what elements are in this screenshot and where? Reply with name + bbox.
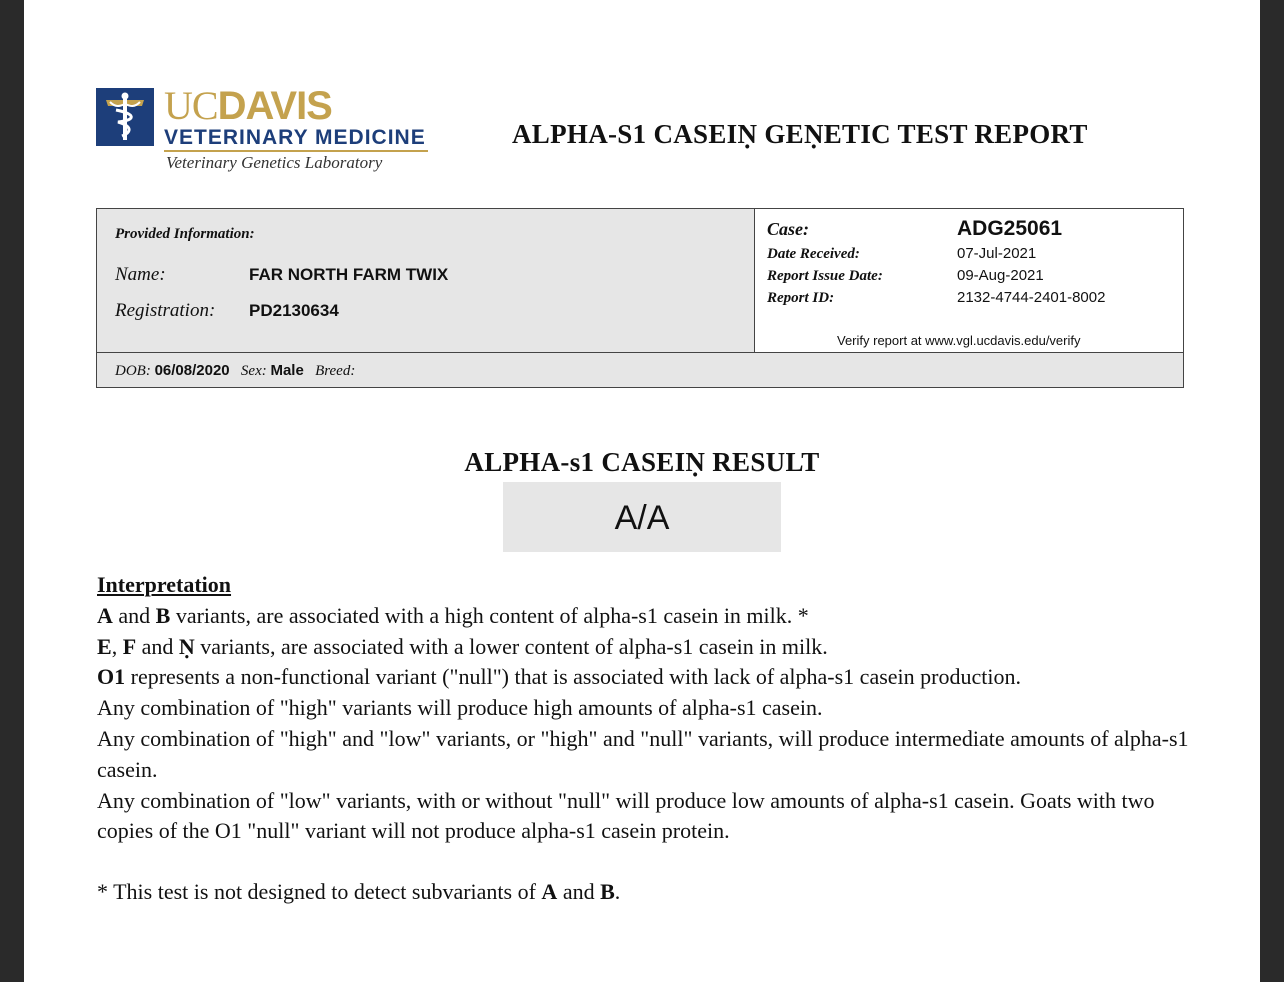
issue-date-value: 09-Aug-2021 [957, 267, 1044, 284]
interpretation-line: A and B variants, are associated with a high content of alpha-s1 casein in milk. * [97, 602, 809, 628]
provided-information-heading: Provided Information: [115, 226, 255, 242]
animal-details-row [97, 352, 1183, 387]
report-title: ALPHA-S1 CASEIṆ GEṆETIC TEST REPORT [512, 119, 1088, 149]
lab-name: Veterinary Genetics Laboratory [166, 153, 383, 172]
name-label: Name: [115, 264, 166, 285]
dob-value: 06/08/2020 [154, 362, 230, 379]
date-received-value: 07-Jul-2021 [957, 245, 1037, 262]
interpretation-line: Any combination of "high" variants will produce high amounts of alpha-s1 casein. [97, 695, 823, 721]
footnote: * This test is not designed to detect subvariants of A and B. [97, 879, 621, 905]
sex-value: Male [270, 362, 304, 379]
interpretation-line: O1 represents a non-functional variant ("null") that is associated with lack of alpha-s1 casein production. [97, 664, 1021, 690]
interpretation-heading: Interpretation [97, 572, 232, 597]
date-received-label: Date Received: [767, 246, 860, 262]
breed-label: Breed: [315, 363, 356, 379]
logo-divider [164, 150, 428, 152]
case-panel [755, 209, 1183, 352]
dob-label: DOB: [115, 363, 151, 379]
registration-value: PD2130634 [249, 301, 339, 320]
case-value: ADG25061 [957, 217, 1063, 240]
sex-label: Sex: [240, 363, 267, 379]
result-title: ALPHA-s1 CASEIṆ RESULT [464, 447, 820, 477]
registration-label: Registration: [115, 300, 216, 321]
provided-information-panel [97, 209, 755, 352]
case-label: Case: [767, 219, 809, 239]
ucdavis-vetmed-logo [96, 83, 436, 178]
ucdavis-wordmark: UCDAVIS [164, 83, 332, 128]
interpretation-line: Any combination of "low" variants, with or without "null" will produce low amounts of alpha-s1 casein. Goats with two copies of the O1 "null" variant will not produce alpha-s1 casein protein. [97, 787, 1155, 844]
result-value: A/A [503, 482, 781, 552]
interpretation-line: Any combination of "high" and "low" variants, or "high" and "null" variants, will produce intermediate amounts of alpha-s1 casein. [97, 725, 1189, 782]
interpretation-line: E, F and Ṇ variants, are associated with a lower content of alpha-s1 casein in milk. [97, 633, 828, 659]
school-name: VETERINARY MEDICINE [164, 126, 426, 149]
info-box [96, 208, 1184, 388]
verify-report-link[interactable]: Verify report at www.vgl.ucdavis.edu/verify [837, 333, 1081, 348]
report-page [24, 0, 1260, 982]
report-id-value: 2132-4744-2401-8002 [957, 289, 1106, 306]
interpretation-section [97, 570, 1197, 908]
caduceus-icon [96, 88, 154, 146]
report-id-label: Report ID: [767, 290, 835, 306]
issue-date-label: Report Issue Date: [767, 268, 883, 284]
name-value: FAR NORTH FARM TWIX [249, 265, 449, 284]
